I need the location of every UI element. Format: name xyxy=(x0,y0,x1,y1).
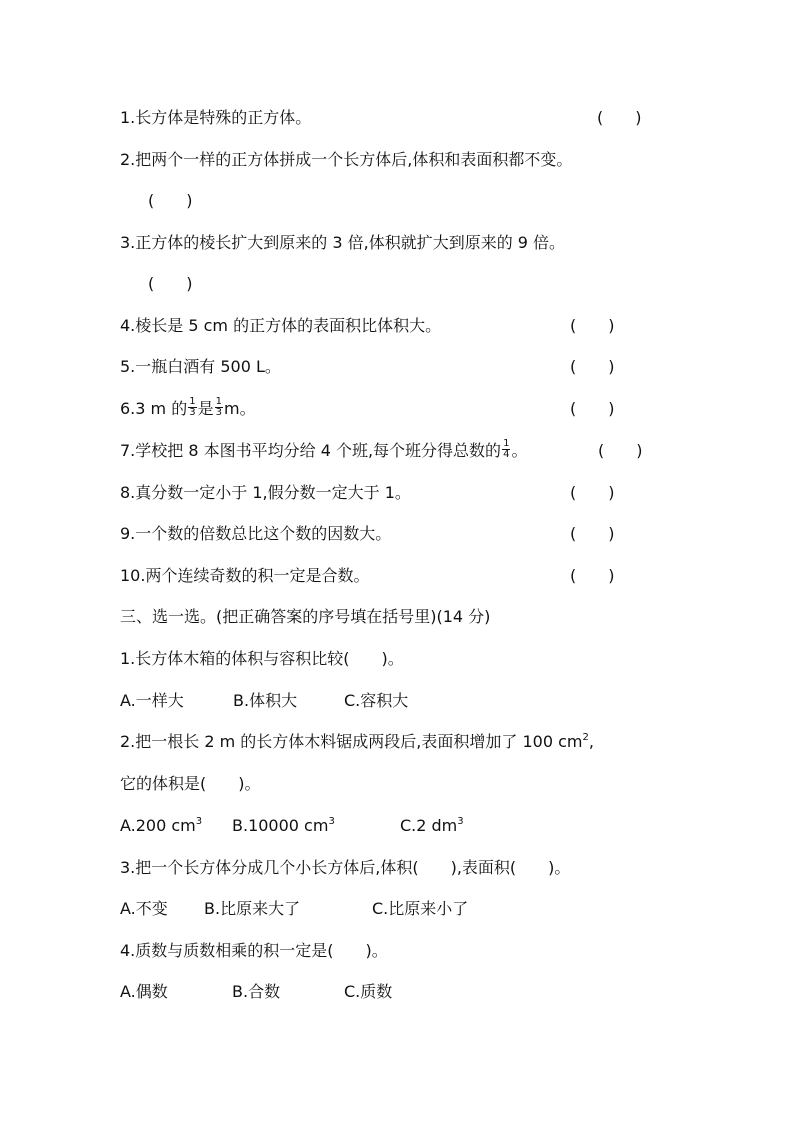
choice-q4-option-b[interactable]: B.合数 xyxy=(232,982,281,1001)
choice-q3-option-c[interactable]: C.比原来小了 xyxy=(372,899,469,918)
choice-q3-option-b[interactable]: B.比原来大了 xyxy=(204,899,301,918)
choice-q2-stem-text: 2.把一根长 2 m 的长方体木料锯成两段后,表面积增加了 100 cm xyxy=(120,732,583,751)
choice-q2-stem-line2: 它的体积是( )。 xyxy=(120,774,261,793)
fraction-numerator: 1 xyxy=(215,396,222,407)
judge-q7-text-b: 。 xyxy=(511,441,528,460)
answer-paren-q2[interactable]: ( ) xyxy=(148,191,193,210)
option-text: B.10000 cm xyxy=(232,816,329,835)
judge-q2: 2.把两个一样的正方体拼成一个长方体后,体积和表面积都不变。 xyxy=(120,150,573,169)
choice-q4-option-c[interactable]: C.质数 xyxy=(344,982,393,1001)
option-text: A.200 cm xyxy=(120,816,196,835)
superscript-3: 3 xyxy=(457,815,464,827)
judge-q6 xyxy=(120,398,256,420)
answer-paren-q10[interactable]: ( ) xyxy=(570,566,615,585)
fraction-numerator: 1 xyxy=(503,438,510,449)
judge-q6-text-c: m。 xyxy=(223,399,256,418)
choice-q4-option-a[interactable]: A.偶数 xyxy=(120,982,168,1001)
choice-q2-option-c[interactable] xyxy=(400,815,464,837)
choice-q1-stem: 1.长方体木箱的体积与容积比较( )。 xyxy=(120,649,404,668)
choice-q3-option-a[interactable]: A.不变 xyxy=(120,899,168,918)
answer-paren-q6[interactable]: ( ) xyxy=(570,399,615,418)
judge-q7 xyxy=(120,440,527,462)
superscript-2: 2 xyxy=(582,731,589,743)
fraction-numerator: 1 xyxy=(189,396,196,407)
choice-q1-option-b[interactable]: B.体积大 xyxy=(233,691,298,710)
choice-q4-stem: 4.质数与质数相乘的积一定是( )。 xyxy=(120,941,388,960)
judge-q1: 1.长方体是特殊的正方体。 xyxy=(120,108,312,127)
answer-paren-q5[interactable]: ( ) xyxy=(570,357,615,376)
judge-q10: 10.两个连续奇数的积一定是合数。 xyxy=(120,566,370,585)
choice-q2-stem-line1 xyxy=(120,731,594,753)
judge-q7-text-a: 7.学校把 8 本图书平均分给 4 个班,每个班分得总数的 xyxy=(120,441,502,460)
choice-q3-stem: 3.把一个长方体分成几个小长方体后,体积( ),表面积( )。 xyxy=(120,858,571,877)
fraction-one-third xyxy=(188,397,196,418)
judge-q3: 3.正方体的棱长扩大到原来的 3 倍,体积就扩大到原来的 9 倍。 xyxy=(120,233,566,252)
fraction-one-third-2 xyxy=(215,397,223,418)
choice-q2-stem-comma: , xyxy=(588,732,594,751)
answer-paren-q8[interactable]: ( ) xyxy=(570,483,615,502)
fraction-denominator: 4 xyxy=(503,449,510,460)
fraction-denominator: 3 xyxy=(189,407,196,418)
choice-q1-option-c[interactable]: C.容积大 xyxy=(344,691,409,710)
choice-q1-option-a[interactable]: A.一样大 xyxy=(120,691,184,710)
judge-q6-text-a: 6.3 m 的 xyxy=(120,399,188,418)
answer-paren-q9[interactable]: ( ) xyxy=(570,524,615,543)
superscript-3: 3 xyxy=(195,815,203,827)
judge-q6-text-b: 是 xyxy=(197,399,214,418)
choice-q2-option-a[interactable] xyxy=(120,815,202,837)
answer-paren-q3[interactable]: ( ) xyxy=(148,274,193,293)
choice-q2-option-b[interactable] xyxy=(232,815,335,837)
answer-paren-q4[interactable]: ( ) xyxy=(570,316,615,335)
option-text: C.2 dm xyxy=(400,816,458,835)
answer-paren-q7[interactable]: ( ) xyxy=(598,441,643,460)
judge-q8: 8.真分数一定小于 1,假分数一定大于 1。 xyxy=(120,483,411,502)
judge-q4: 4.棱长是 5 cm 的正方体的表面积比体积大。 xyxy=(120,316,442,335)
answer-paren-q1[interactable]: ( ) xyxy=(597,108,642,127)
judge-q5: 5.一瓶白酒有 500 L。 xyxy=(120,357,281,376)
judge-q9: 9.一个数的倍数总比这个数的因数大。 xyxy=(120,524,392,543)
fraction-one-quarter xyxy=(502,439,510,460)
superscript-3: 3 xyxy=(328,815,335,827)
section3-title: 三、选一选。(把正确答案的序号填在括号里)(14 分) xyxy=(120,607,491,626)
fraction-denominator: 3 xyxy=(215,407,222,418)
